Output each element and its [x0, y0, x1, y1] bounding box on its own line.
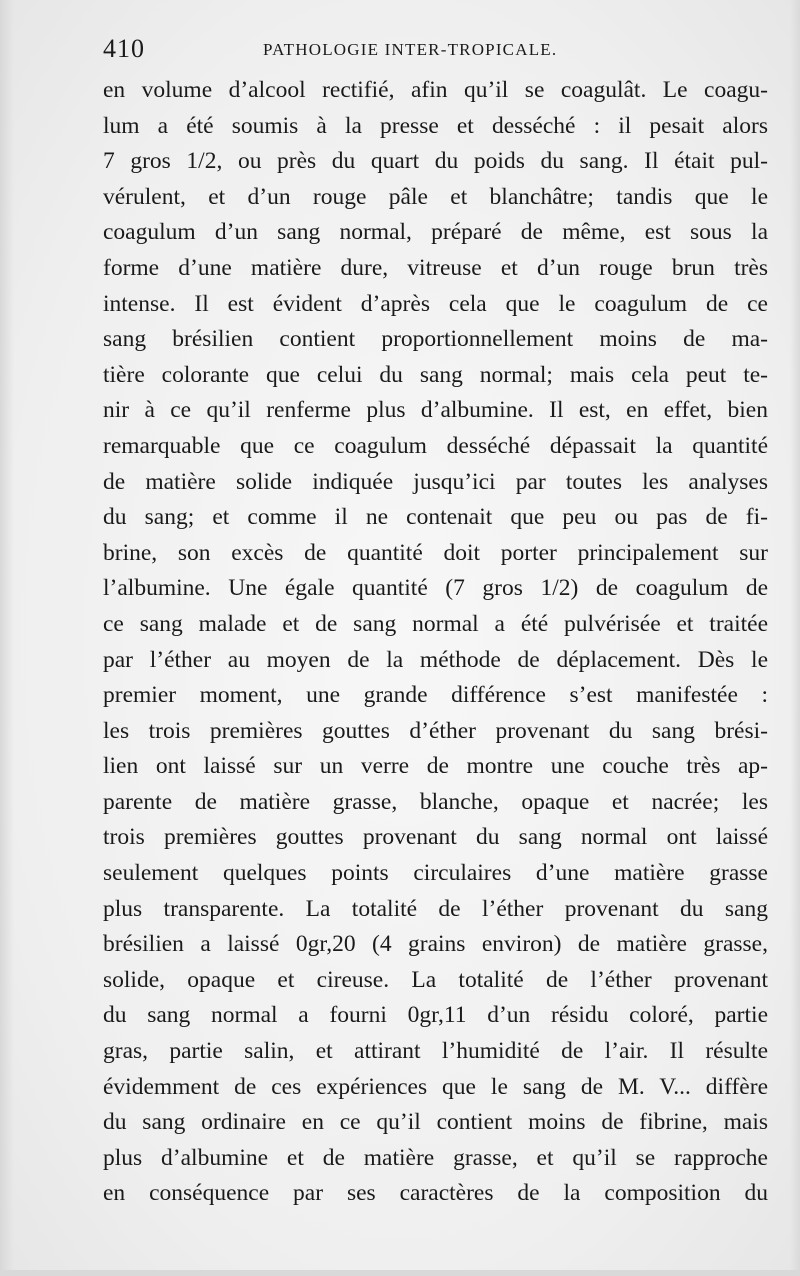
text-line: du sang normal a fourni 0gr,11 d’un résidu coloré, partie [103, 1002, 768, 1029]
text-line: l’albumine. Une égale quantité (7 gros 1/2) de coagulum de [103, 575, 768, 602]
text-line: vérulent, et d’un rouge pâle et blanchâtre; tandis que le [103, 183, 768, 210]
text-line: tière colorante que celui du sang normal; mais cela peut te- [103, 361, 768, 388]
text-line: du sang; et comme il ne contenait que peu ou pas de fi- [103, 504, 768, 531]
text-line: ce sang malade et de sang normal a été pulvérisée et traitée [103, 610, 768, 637]
text-line: premier moment, une grande différence s’est manifestée : [103, 682, 768, 709]
text-line: brine, son excès de quantité doit porter principalement sur [103, 539, 768, 566]
text-line: du sang ordinaire en ce qu’il contient moins de fibrine, mais [103, 1109, 768, 1136]
text-line: les trois premières gouttes d’éther provenant du sang brési- [103, 717, 768, 744]
text-line: plus transparente. La totalité de l’éther provenant du sang [103, 895, 768, 922]
page-edge-right [790, 0, 800, 1276]
text-line: solide, opaque et cireuse. La totalité de l’éther provenant [103, 966, 768, 993]
text-line: en volume d’alcool rectifié, afin qu’il se coagulât. Le coagu- [103, 77, 768, 103]
text-line: brésilien a laissé 0gr,20 (4 grains environ) de matière grasse, [103, 931, 768, 958]
text-line: lum a été soumis à la presse et desséché : il pesait alors [103, 112, 768, 139]
page-edge-left [0, 0, 14, 1276]
text-line: gras, partie salin, et attirant l’humidité de l’air. Il résulte [103, 1038, 768, 1065]
text-line: de matière solide indiquée jusqu’ici par toutes les analyses [103, 468, 768, 495]
text-line: intense. Il est évident d’après cela que le coagulum de ce [103, 290, 768, 317]
text-line: par l’éther au moyen de la méthode de déplacement. Dès le [103, 646, 768, 673]
text-line: sang brésilien contient proportionnellement moins de ma- [103, 326, 768, 353]
text-line: remarquable que ce coagulum desséché dépassait la quantité [103, 432, 768, 459]
text-line: forme d’une matière dure, vitreuse et d’un rouge brun très [103, 254, 768, 281]
text-line: lien ont laissé sur un verre de montre une couche très ap- [103, 753, 768, 780]
text-line: parente de matière grasse, blanche, opaque et nacrée; les [103, 788, 768, 815]
text-line: trois premières gouttes provenant du sang normal ont laissé [103, 824, 768, 851]
text-line: plus d’albumine et de matière grasse, et qu’il se rapproche [103, 1144, 768, 1171]
text-line: seulement quelques points circulaires d’une matière grasse [103, 860, 768, 887]
page-header [103, 34, 773, 66]
page-edge-bottom [0, 1270, 800, 1276]
running-head: PATHOLOGIE INTER-TROPICALE. [263, 40, 558, 59]
text-line: nir à ce qu’il renferme plus d’albumine. Il est, en effet, bien [103, 397, 768, 424]
body-text [103, 73, 768, 1212]
text-line: 7 gros 1/2, ou près du quart du poids du sang. Il était pul- [103, 148, 768, 175]
text-line: évidemment de ces expériences que le sang de M. V... diffère [103, 1073, 768, 1100]
text-line: coagulum d’un sang normal, préparé de même, est sous la [103, 219, 768, 246]
text-line: en conséquence par ses caractères de la composition du [103, 1180, 768, 1207]
page-number: 410 [103, 34, 145, 63]
